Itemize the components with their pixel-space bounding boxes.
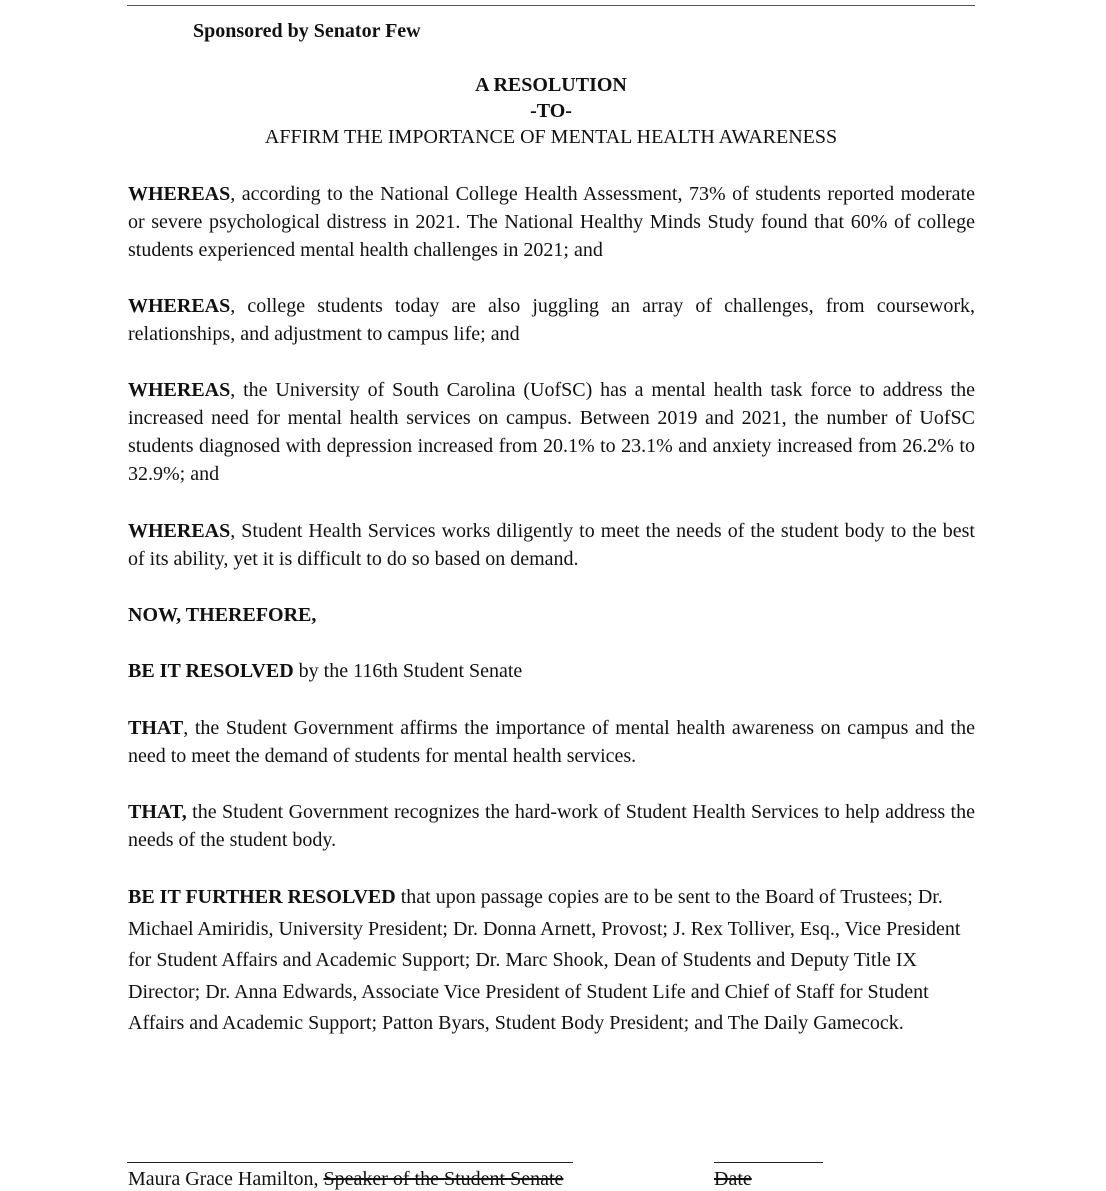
top-rule <box>127 5 975 6</box>
paragraph-keyword: BE IT RESOLVED <box>128 660 294 682</box>
sponsor-line: Sponsored by Senator Few <box>193 20 421 42</box>
paragraph-keyword: WHEREAS <box>128 379 231 401</box>
paragraph-text: , Student Health Services works diligently to meet the needs of the student body to the best of its ability, yet it is difficult to do so based on demand. <box>128 520 975 570</box>
paragraph-text: , according to the National College Health Assessment, 73% of students reported moderate or severe psychological distress in 2021. The National Healthy Minds Study found that 60% of college students experienced mental health challenges in 2021; and <box>128 183 975 261</box>
paragraph-text: the Student Government recognizes the hard-work of Student Health Services to help address the needs of the student body. <box>128 801 975 851</box>
paragraph-keyword: NOW, THEREFORE, <box>128 604 317 626</box>
whereas-paragraph-3 <box>128 376 975 488</box>
paragraph-keyword: WHEREAS <box>128 183 231 205</box>
paragraph-keyword: BE IT FURTHER RESOLVED <box>128 886 396 908</box>
title-line-2: -TO- <box>530 100 572 122</box>
be-it-further-resolved <box>128 882 968 1040</box>
paragraph-keyword: THAT <box>128 717 184 739</box>
signature-line <box>127 1162 573 1163</box>
title-line-3: AFFIRM THE IMPORTANCE OF MENTAL HEALTH AWARENESS <box>264 126 838 148</box>
that-paragraph-2 <box>128 798 975 854</box>
paragraph-keyword: WHEREAS <box>128 295 231 317</box>
signature-label <box>128 1168 563 1191</box>
whereas-paragraph-4 <box>128 517 975 573</box>
be-it-resolved <box>128 657 975 685</box>
paragraph-keyword: WHEREAS <box>128 520 231 542</box>
now-therefore <box>128 601 975 629</box>
paragraph-keyword: THAT, <box>128 801 187 823</box>
signer-role: Speaker of the Student Senate <box>323 1168 564 1190</box>
resolution-title <box>127 72 975 150</box>
paragraph-text: that upon passage copies are to be sent to the Board of Trustees; Dr. Michael Amiridis, University President; Dr. Donna Arnett, Provost; J. Rex Tolliver, Esq., Vice President for Student Affairs and Academic Support; Dr. Marc Shook, Dean of Students and Deputy Title IX Director; Dr. Anna Edwards, Associate Vice President of Student Life and Chief of Staff for Student Affairs and Academic Support; Patton Byars, Student Body President; and The Daily Gamecock. <box>128 886 961 1034</box>
paragraph-text: , the Student Government affirms the importance of mental health awareness on campus and the need to meet the demand of students for mental health services. <box>128 717 975 767</box>
date-line <box>714 1162 823 1163</box>
signer-name: Maura Grace Hamilton, <box>128 1168 324 1190</box>
paragraph-text: , the University of South Carolina (UofSC) has a mental health task force to address the increased need for mental health services on campus. Between 2019 and 2021, the number of UofSC students diagnosed with depression increased from 20.1% to 23.1% and anxiety increased from 26.2% to 32.9%; and <box>128 379 975 485</box>
paragraph-text: by the 116th Student Senate <box>293 660 523 682</box>
whereas-paragraph-2 <box>128 292 975 348</box>
that-paragraph-1 <box>128 714 975 770</box>
paragraph-text: , college students today are also juggling an array of challenges, from coursework, relationships, and adjustment to campus life; and <box>128 295 975 345</box>
title-line-1: A RESOLUTION <box>475 74 627 96</box>
date-label: Date <box>714 1168 752 1190</box>
whereas-paragraph-1 <box>128 180 975 264</box>
